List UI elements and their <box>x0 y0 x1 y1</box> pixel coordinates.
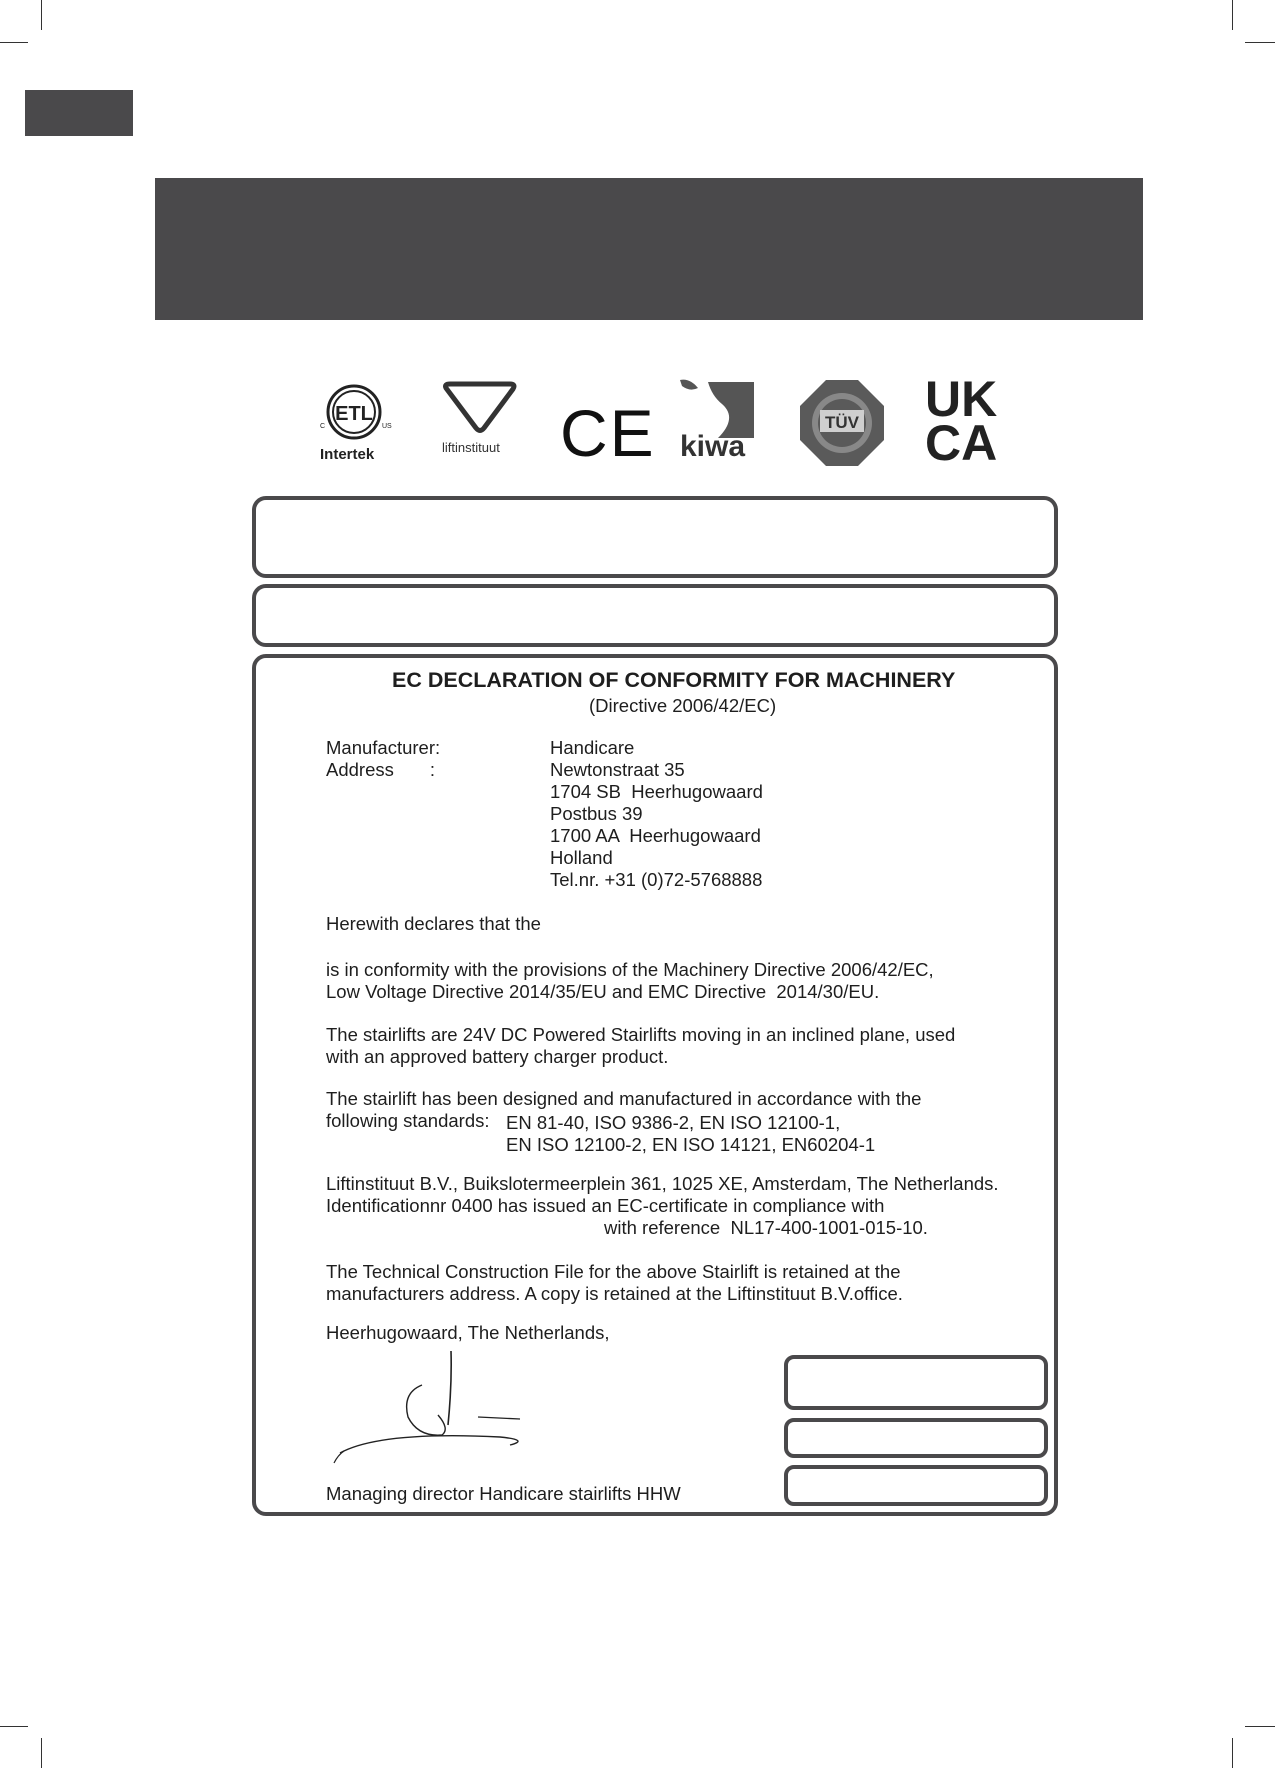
place-text: Heerhugowaard, The Netherlands, <box>326 1322 610 1343</box>
liftinstituut-line: Liftinstituut B.V., Buikslotermeerplein 361, 1025 XE, Amsterdam, The Netherlands. <box>326 1173 999 1194</box>
intertek-caption: Intertek <box>320 446 375 463</box>
kiwa-text: kiwa <box>680 430 746 463</box>
herewith-text: Herewith declares that the <box>326 913 541 934</box>
tcf-line: manufacturers address. A copy is retained at the Liftinstituut B.V.office. <box>326 1283 903 1304</box>
standards-label: following standards: <box>326 1110 490 1131</box>
signature-image <box>330 1345 530 1470</box>
manufacturer-label: Manufacturer: <box>326 737 441 758</box>
svg-text:ETL: ETL <box>335 403 373 425</box>
address-line: 1704 SB Heerhugowaard <box>550 781 763 802</box>
ce-mark-logo <box>560 396 656 470</box>
conformity-line: Low Voltage Directive 2014/35/EU and EMC Directive 2014/30/EU. <box>326 981 880 1002</box>
kiwa-logo <box>678 378 758 468</box>
crop-mark <box>41 1738 42 1768</box>
standards-line: EN 81-40, ISO 9386-2, EN ISO 12100-1, <box>506 1112 841 1133</box>
svg-text:US: US <box>382 423 392 430</box>
tuv-sud-logo <box>798 378 886 468</box>
address-line: Handicare <box>550 737 635 758</box>
liftinstituut-logo <box>438 380 528 470</box>
standards-intro: The stairlift has been designed and manufactured in accordance with the <box>326 1088 922 1109</box>
svg-text:C: C <box>320 423 326 430</box>
crop-mark <box>1245 1726 1275 1727</box>
address-line: Holland <box>550 847 613 868</box>
address-line: Tel.nr. +31 (0)72-5768888 <box>550 869 763 890</box>
date-box <box>784 1355 1048 1410</box>
language-tab <box>25 90 133 136</box>
etl-intertek-logo <box>312 378 402 468</box>
crop-mark <box>1232 0 1233 30</box>
crop-mark <box>1232 1738 1233 1768</box>
product-name-box <box>252 496 1058 578</box>
standards-line: EN ISO 12100-2, EN ISO 14121, EN60204-1 <box>506 1134 876 1155</box>
signatory-text: Managing director Handicare stairlifts HHW <box>326 1483 681 1504</box>
liftinstituut-line: Identificationnr 0400 has issued an EC-certificate in compliance with <box>326 1195 885 1216</box>
tuv-text: TÜV <box>825 413 859 432</box>
ukca-line1: UK <box>925 371 998 427</box>
conformity-line: is in conformity with the provisions of the Machinery Directive 2006/42/EC, <box>326 959 934 980</box>
ce-mark-text: CE <box>560 396 656 470</box>
address-line: Newtonstraat 35 <box>550 759 685 780</box>
tcf-line: The Technical Construction File for the above Stairlift is retained at the <box>326 1261 901 1282</box>
liftinstituut-caption: liftinstituut <box>442 440 500 455</box>
liftinstituut-line: with reference NL17-400-1001-015-10. <box>604 1217 928 1238</box>
directive-subtitle: (Directive 2006/42/EC) <box>589 695 777 716</box>
declaration-title: EC DECLARATION OF CONFORMITY FOR MACHINERY <box>392 668 956 692</box>
stairlift-line: with an approved battery charger product. <box>326 1046 669 1067</box>
header-banner <box>155 178 1143 320</box>
crop-mark <box>0 42 28 43</box>
address-label: Address : <box>326 759 435 780</box>
signature-info-box <box>784 1465 1048 1506</box>
product-type-box <box>252 584 1058 647</box>
ukca-line2: CA <box>925 415 998 471</box>
signature-info-box <box>784 1418 1048 1458</box>
crop-mark <box>41 0 42 30</box>
crop-mark <box>1245 42 1275 43</box>
address-line: 1700 AA Heerhugowaard <box>550 825 761 846</box>
stairlift-line: The stairlifts are 24V DC Powered Stairlifts moving in an inclined plane, used <box>326 1024 956 1045</box>
ukca-mark-logo <box>925 371 1015 471</box>
address-line: Postbus 39 <box>550 803 643 824</box>
crop-mark <box>0 1726 28 1727</box>
